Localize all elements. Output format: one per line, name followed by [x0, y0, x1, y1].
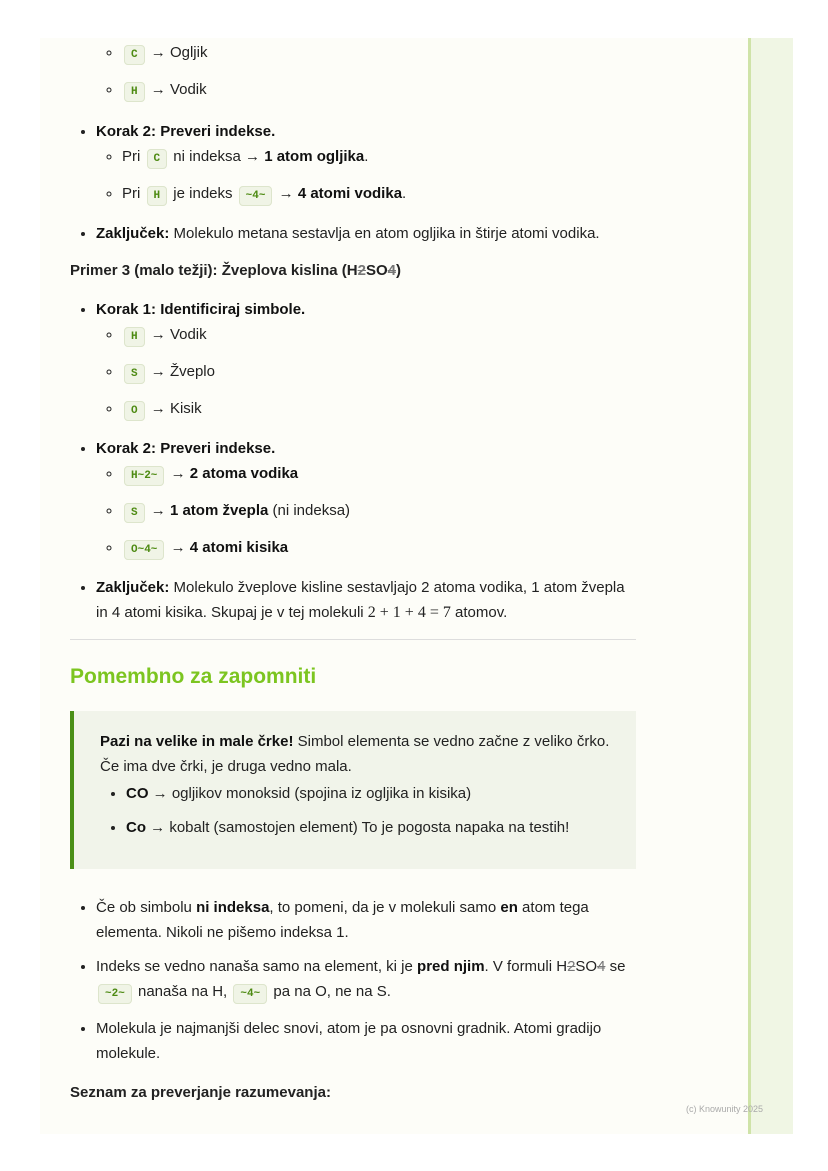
code-chip: C — [124, 45, 145, 65]
list-item — [96, 119, 636, 209]
t: Če ob simbolu — [96, 899, 197, 916]
code-chip: O~4~ — [124, 540, 164, 560]
list-item — [96, 297, 636, 424]
list-item — [122, 40, 636, 68]
t: pa na O, ne na S. — [269, 983, 391, 1000]
t: atomov. — [450, 604, 508, 621]
t: ni indeksa — [196, 899, 270, 916]
t: . — [364, 148, 369, 165]
list-item — [126, 781, 610, 806]
code-chip: O — [124, 401, 145, 421]
example3-title — [70, 258, 636, 283]
t: Pazi na velike in male črke! — [100, 733, 294, 750]
item-text: → Vodik — [150, 81, 207, 98]
list-item — [122, 322, 636, 350]
example3-list — [70, 297, 636, 625]
item-text: → Vodik — [150, 326, 207, 343]
code-chip: ~4~ — [233, 984, 267, 1004]
item-text: → Žveplo — [150, 363, 215, 380]
t: ni indeksa → — [173, 148, 261, 165]
code-chip: H — [147, 186, 168, 206]
t: 1 atom ogljika — [264, 148, 365, 165]
side-stripe — [748, 38, 793, 1134]
code-chip: ~4~ — [239, 186, 273, 206]
footer-copyright: (c) Knowunity 2025 — [686, 1104, 764, 1114]
code-chip: H — [124, 327, 145, 347]
t: Pri — [122, 148, 141, 165]
list-item — [126, 815, 610, 840]
document-content — [70, 40, 636, 1119]
section-heading: Pomembno za zapomniti — [70, 665, 317, 688]
list-item — [122, 498, 636, 526]
t: SO — [365, 262, 388, 279]
t: → — [170, 539, 190, 556]
item-text: → Kisik — [150, 400, 202, 417]
t: → — [150, 502, 170, 519]
list-item — [122, 396, 636, 424]
code-chip: H~2~ — [124, 466, 164, 486]
t: → — [278, 185, 294, 202]
math: 2 + 1 + 4 = 7 — [367, 604, 451, 621]
code-chip: S — [124, 503, 145, 523]
step-title: Korak 2: Preveri indekse. — [96, 123, 276, 140]
code-chip: ~2~ — [98, 984, 132, 1004]
step-title: Korak 1: Identificiraj simbole. — [96, 301, 306, 318]
t: SO — [575, 958, 598, 975]
code-chip: C — [147, 149, 168, 169]
t: pred njim — [417, 958, 485, 975]
t: se — [605, 958, 626, 975]
list-item — [96, 436, 636, 563]
callout-box — [70, 711, 636, 869]
list-item — [122, 535, 636, 563]
t: nanaša na H, — [133, 983, 232, 1000]
t: → — [170, 465, 190, 482]
t: . — [402, 185, 407, 202]
t: Pri — [122, 185, 141, 202]
list-item — [122, 144, 636, 172]
t: je indeks — [173, 185, 233, 202]
t: → kobalt (samostojen element) To je pogosta napaka na testih! — [146, 819, 570, 836]
t: Molekulo metana sestavlja en atom ogljika in štirje atomi vodika. — [169, 225, 600, 242]
list-item — [122, 359, 636, 387]
t: 2 — [567, 958, 576, 975]
divider — [70, 639, 636, 640]
t: (ni indeksa) — [268, 502, 351, 519]
t: Zaključek: — [96, 225, 170, 242]
t: CO — [126, 785, 149, 802]
t: 4 — [597, 958, 606, 975]
t: Molekulo žveplove kisline sestavljajo 2 atoma vodika, 1 atom žvepla in 4 atomi kisika. Skupaj je v tej molekuli — [96, 579, 625, 621]
remember-list — [70, 895, 636, 1066]
t: Zaključek: — [96, 579, 170, 596]
checklist-title: Seznam za preverjanje razumevanja: — [70, 1084, 331, 1101]
t: Primer 3 (malo težji): Žveplova kislina (H — [70, 262, 358, 279]
t: . V formuli H — [484, 958, 568, 975]
t: atom tega elementa. Nikoli ne pišemo indeksa 1. — [96, 899, 589, 941]
code-chip: S — [124, 364, 145, 384]
t: 2 atoma vodika — [189, 465, 299, 482]
t: en — [500, 899, 518, 916]
t: 4 — [387, 262, 396, 279]
list-item — [96, 954, 636, 1007]
t: , to pomeni, da je v molekuli samo — [269, 899, 501, 916]
t: Co — [126, 819, 146, 836]
t: 1 atom žvepla — [169, 502, 269, 519]
example2-list — [70, 40, 636, 246]
t: Indeks se vedno nanaša samo na element, ki je — [96, 958, 418, 975]
t: 4 atomi vodika — [297, 185, 403, 202]
list-item — [96, 895, 636, 945]
list-item — [96, 221, 636, 246]
item-text: → Ogljik — [150, 44, 208, 61]
list-item — [122, 181, 636, 209]
code-chip: H — [124, 82, 145, 102]
t: ) — [395, 262, 401, 279]
t: 4 atomi kisika — [189, 539, 289, 556]
t: → ogljikov monoksid (spojina iz ogljika in kisika) — [148, 785, 472, 802]
t: 2 — [357, 262, 366, 279]
list-item — [122, 461, 636, 489]
list-item — [122, 77, 636, 105]
list-item — [96, 575, 636, 625]
list-item: • Molekula je najmanjši delec snovi, atom je pa osnovni gradnik. Atomi gradijo molekule. — [96, 1016, 636, 1066]
t: Simbol elementa se vedno začne z veliko črko. Če ima dve črki, je druga vedno mala. — [100, 733, 610, 775]
step-title: Korak 2: Preveri indekse. — [96, 440, 276, 457]
